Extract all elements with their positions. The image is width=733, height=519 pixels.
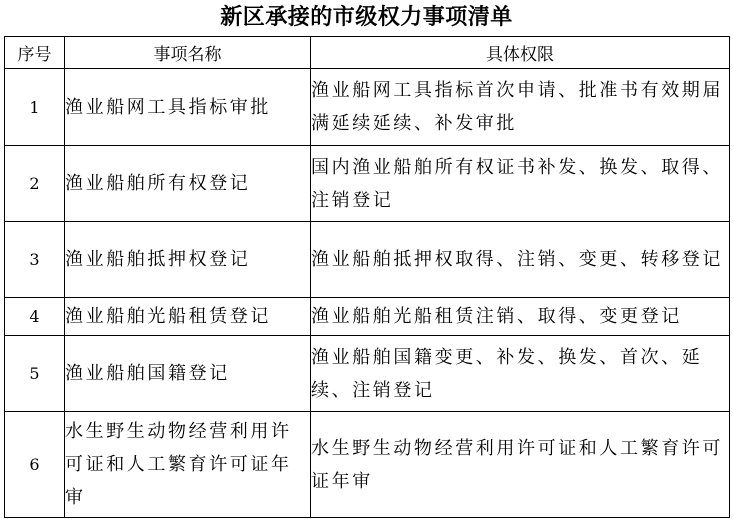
header-serial-number: 序号	[5, 37, 65, 69]
row-number: 5	[5, 336, 65, 412]
row-number: 2	[5, 146, 65, 222]
row-item-name: 水生野生动物经营利用许可证和人工繁育许可证年审	[65, 412, 311, 518]
table-row	[5, 298, 730, 336]
table-row	[5, 412, 730, 518]
table-row	[5, 222, 730, 298]
power-items-table	[4, 36, 730, 518]
row-item-name: 渔业船网工具指标审批	[65, 69, 311, 146]
row-number: 3	[5, 222, 65, 298]
table-row	[5, 69, 730, 146]
row-scope: 水生野生动物经营利用许可证和人工繁育许可证年审	[311, 412, 730, 518]
row-number: 1	[5, 69, 65, 146]
row-item-name: 渔业船舶所有权登记	[65, 146, 311, 222]
row-number: 6	[5, 412, 65, 518]
row-scope: 渔业船舶抵押权取得、注销、变更、转移登记	[311, 222, 730, 298]
table-row	[5, 336, 730, 412]
page-title: 新区承接的市级权力事项清单	[220, 4, 513, 30]
row-scope: 国内渔业船舶所有权证书补发、换发、取得、注销登记	[311, 146, 730, 222]
table-header-row	[5, 37, 730, 69]
row-scope: 渔业船网工具指标首次申请、批准书有效期届满延续延续、补发审批	[311, 69, 730, 146]
header-item-name: 事项名称	[65, 37, 311, 69]
row-item-name: 渔业船舶国籍登记	[65, 336, 311, 412]
row-number: 4	[5, 298, 65, 336]
row-item-name: 渔业船舶光船租赁登记	[65, 298, 311, 336]
table-row	[5, 146, 730, 222]
row-scope: 渔业船舶光船租赁注销、取得、变更登记	[311, 298, 730, 336]
row-item-name: 渔业船舶抵押权登记	[65, 222, 311, 298]
row-scope: 渔业船舶国籍变更、补发、换发、首次、延续、注销登记	[311, 336, 730, 412]
header-specific-authority: 具体权限	[311, 37, 730, 69]
